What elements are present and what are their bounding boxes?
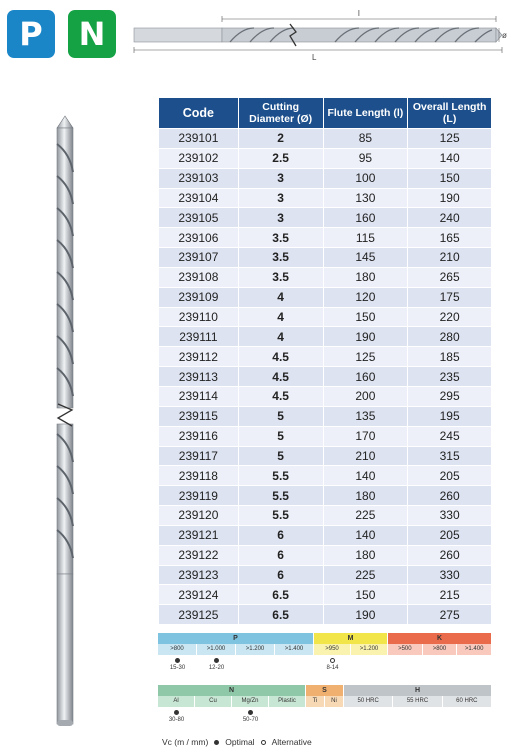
diameter-cell: 6.5: [238, 605, 323, 625]
material-subgroup: Plastic: [269, 696, 306, 707]
material-subgroup: >1.400: [457, 644, 492, 655]
flute-length-cell: 190: [323, 605, 408, 625]
table-row: [159, 208, 492, 228]
diameter-cell: 5: [238, 446, 323, 466]
table-row: [159, 327, 492, 347]
code-cell: 239124: [159, 585, 239, 605]
material-speed-cell: [344, 707, 393, 727]
material-speed-cell: [195, 707, 232, 727]
overall-length-cell: 205: [408, 466, 492, 486]
table-row: [159, 188, 492, 208]
overall-length-cell: 175: [408, 287, 492, 307]
code-cell: 239107: [159, 248, 239, 268]
code-cell: 239112: [159, 347, 239, 367]
table-row: [159, 228, 492, 248]
table-row: [159, 406, 492, 426]
material-subgroup: 55 HRC: [393, 696, 442, 707]
material-speed-cell: [158, 655, 197, 675]
drill-spec-table: [158, 97, 492, 625]
flute-length-cell: 190: [323, 327, 408, 347]
table-row: [159, 525, 492, 545]
material-subgroup: >1.200: [236, 644, 275, 655]
material-speed-cell: [306, 707, 325, 727]
table-row: [159, 446, 492, 466]
overall-length-cell: 185: [408, 347, 492, 367]
diameter-cell: 3: [238, 188, 323, 208]
material-group-s: S: [306, 685, 344, 696]
diameter-cell: 3: [238, 168, 323, 188]
material-subgroup: 50 HRC: [344, 696, 393, 707]
overall-length-cell: 195: [408, 406, 492, 426]
cutting-speed-value: 12-20: [208, 665, 225, 671]
table-header-row: [159, 98, 492, 129]
diameter-cell: 4.5: [238, 386, 323, 406]
material-group-k: K: [388, 633, 492, 644]
flute-length-cell: 95: [323, 148, 408, 168]
drill-image: [40, 114, 90, 734]
diameter-cell: 4: [238, 307, 323, 327]
flute-length-label: l: [358, 9, 360, 18]
diameter-cell: 6: [238, 545, 323, 565]
flute-length-cell: 180: [323, 267, 408, 287]
alternative-ring-icon: [330, 658, 335, 663]
overall-length-cell: 235: [408, 367, 492, 387]
diameter-cell: 4: [238, 327, 323, 347]
flute-length-cell: 225: [323, 506, 408, 526]
flute-length-cell: 150: [323, 585, 408, 605]
flute-length-cell: 210: [323, 446, 408, 466]
diameter-cell: 2: [238, 129, 323, 149]
material-subgroup: Ti: [306, 696, 325, 707]
overall-length-cell: 315: [408, 446, 492, 466]
diameter-cell: 5: [238, 426, 323, 446]
material-speed-cell: [393, 707, 442, 727]
column-header-code: Code: [159, 98, 239, 129]
flute-length-cell: 160: [323, 367, 408, 387]
material-group-m: M: [314, 633, 388, 644]
flute-length-cell: 180: [323, 545, 408, 565]
flute-length-cell: 115: [323, 228, 408, 248]
column-header-overall-length: Overall Length (L): [408, 98, 492, 129]
table-row: [159, 367, 492, 387]
overall-length-cell: 205: [408, 525, 492, 545]
material-subgroup: >800: [423, 644, 458, 655]
code-cell: 239111: [159, 327, 239, 347]
table-row: [159, 506, 492, 526]
table-row: [159, 565, 492, 585]
overall-length-cell: 220: [408, 307, 492, 327]
flute-length-cell: 130: [323, 188, 408, 208]
overall-length-cell: 140: [408, 148, 492, 168]
flute-length-cell: 200: [323, 386, 408, 406]
code-cell: 239119: [159, 486, 239, 506]
code-cell: 239122: [159, 545, 239, 565]
material-subgroup: Cu: [195, 696, 232, 707]
diameter-cell: 3: [238, 208, 323, 228]
material-speed-cell: [236, 655, 275, 675]
diameter-cell: 6: [238, 565, 323, 585]
table-row: [159, 585, 492, 605]
legend-vc: Vc (m / mm): [162, 737, 209, 747]
diameter-cell: 5.5: [238, 506, 323, 526]
cutting-speed-value: 30-80: [168, 717, 185, 723]
flute-length-cell: 135: [323, 406, 408, 426]
material-speed-cell: [314, 655, 351, 675]
flute-length-cell: 100: [323, 168, 408, 188]
code-cell: 239120: [159, 506, 239, 526]
flute-length-cell: 140: [323, 466, 408, 486]
overall-length-cell: 190: [408, 188, 492, 208]
alternative-ring-icon: [261, 740, 266, 745]
material-speed-cell: [269, 707, 306, 727]
diameter-cell: 6.5: [238, 585, 323, 605]
code-cell: 239108: [159, 267, 239, 287]
diameter-cell: 6: [238, 525, 323, 545]
overall-length-cell: 330: [408, 506, 492, 526]
overall-length-cell: 295: [408, 386, 492, 406]
table-body: [159, 129, 492, 625]
material-speed-cell: [457, 655, 492, 675]
overall-length-cell: 260: [408, 545, 492, 565]
diameter-cell: 5.5: [238, 466, 323, 486]
material-subgroup: Al: [158, 696, 195, 707]
material-subgroup: >800: [158, 644, 197, 655]
code-cell: 239106: [159, 228, 239, 248]
legend-optimal: Optimal: [225, 737, 255, 747]
material-speed-cell: [275, 655, 314, 675]
material-speed-cell: [443, 707, 492, 727]
flute-length-cell: 120: [323, 287, 408, 307]
code-cell: 239115: [159, 406, 239, 426]
code-cell: 239123: [159, 565, 239, 585]
diameter-cell: 4.5: [238, 347, 323, 367]
material-subgroup: Mg/Zn: [232, 696, 269, 707]
code-cell: 239105: [159, 208, 239, 228]
code-cell: 239114: [159, 386, 239, 406]
code-cell: 239113: [159, 367, 239, 387]
table-row: [159, 307, 492, 327]
flute-length-cell: 150: [323, 307, 408, 327]
flute-length-cell: 225: [323, 565, 408, 585]
overall-length-cell: 265: [408, 267, 492, 287]
code-cell: 239102: [159, 148, 239, 168]
material-speed-cell: [388, 655, 423, 675]
diameter-cell: 5.5: [238, 486, 323, 506]
table-row: [159, 287, 492, 307]
material-speed-cell: [423, 655, 458, 675]
optimal-dot-icon: [174, 710, 179, 715]
code-cell: 239118: [159, 466, 239, 486]
diameter-cell: 3.5: [238, 248, 323, 268]
material-subgroup: 60 HRC: [443, 696, 492, 707]
overall-length-cell: 245: [408, 426, 492, 446]
material-p-badge: P: [7, 10, 55, 58]
table-row: [159, 386, 492, 406]
diameter-cell: 2.5: [238, 148, 323, 168]
flute-length-cell: 180: [323, 486, 408, 506]
material-speed-cell: [158, 707, 195, 727]
material-speed-cell: [232, 707, 269, 727]
overall-length-cell: 165: [408, 228, 492, 248]
code-cell: 239116: [159, 426, 239, 446]
table-row: [159, 267, 492, 287]
overall-length-cell: 150: [408, 168, 492, 188]
overall-length-cell: 280: [408, 327, 492, 347]
material-group-h: H: [344, 685, 492, 696]
material-speed-cell: [325, 707, 344, 727]
material-subgroup: Ni: [325, 696, 344, 707]
diameter-cell: 3.5: [238, 267, 323, 287]
overall-length-cell: 210: [408, 248, 492, 268]
code-cell: 239109: [159, 287, 239, 307]
cutting-speed-value: 15-30: [169, 665, 186, 671]
diameter-cell: 4.5: [238, 367, 323, 387]
flute-length-cell: 145: [323, 248, 408, 268]
table-row: [159, 168, 492, 188]
diameter-label: ø: [502, 31, 507, 40]
code-cell: 239110: [159, 307, 239, 327]
material-subgroup: >1.200: [351, 644, 388, 655]
material-n-badge: N: [68, 10, 116, 58]
optimal-dot-icon: [248, 710, 253, 715]
table-row: [159, 486, 492, 506]
optimal-dot-icon: [214, 658, 219, 663]
material-speed-cell: [351, 655, 388, 675]
column-header-diameter: Cutting Diameter (Ø): [238, 98, 323, 129]
legend: [162, 737, 312, 747]
material-group-n: N: [158, 685, 306, 696]
flute-length-cell: 140: [323, 525, 408, 545]
flute-length-cell: 85: [323, 129, 408, 149]
optimal-dot-icon: [175, 658, 180, 663]
material-subgroup: >1.000: [197, 644, 236, 655]
cutting-speed-value: 50-70: [242, 717, 259, 723]
code-cell: 239121: [159, 525, 239, 545]
material-speed-cell: [197, 655, 236, 675]
diameter-cell: 4: [238, 287, 323, 307]
cutting-speed-value: 8-14: [326, 665, 339, 671]
overall-length-label: L: [312, 53, 317, 62]
material-subgroup: >1.400: [275, 644, 314, 655]
table-row: [159, 129, 492, 149]
flute-length-cell: 160: [323, 208, 408, 228]
code-cell: 239103: [159, 168, 239, 188]
flute-length-cell: 125: [323, 347, 408, 367]
code-cell: 239117: [159, 446, 239, 466]
diameter-cell: 5: [238, 406, 323, 426]
material-group-p: P: [158, 633, 314, 644]
overall-length-cell: 240: [408, 208, 492, 228]
table-row: [159, 426, 492, 446]
table-row: [159, 148, 492, 168]
code-cell: 239104: [159, 188, 239, 208]
legend-alternative: Alternative: [271, 737, 312, 747]
code-cell: 239101: [159, 129, 239, 149]
table-row: [159, 466, 492, 486]
code-cell: 239125: [159, 605, 239, 625]
overall-length-cell: 215: [408, 585, 492, 605]
table-row: [159, 347, 492, 367]
material-subgroup: >950: [314, 644, 351, 655]
diameter-cell: 3.5: [238, 228, 323, 248]
flute-length-cell: 170: [323, 426, 408, 446]
table-row: [159, 605, 492, 625]
table-row: [159, 545, 492, 565]
table-row: [159, 248, 492, 268]
overall-length-cell: 260: [408, 486, 492, 506]
column-header-flute-length: Flute Length (l): [323, 98, 408, 129]
overall-length-cell: 125: [408, 129, 492, 149]
overall-length-cell: 275: [408, 605, 492, 625]
optimal-dot-icon: [214, 740, 219, 745]
overall-length-cell: 330: [408, 565, 492, 585]
material-subgroup: >500: [388, 644, 423, 655]
drill-dimension-diagram: [130, 6, 510, 64]
